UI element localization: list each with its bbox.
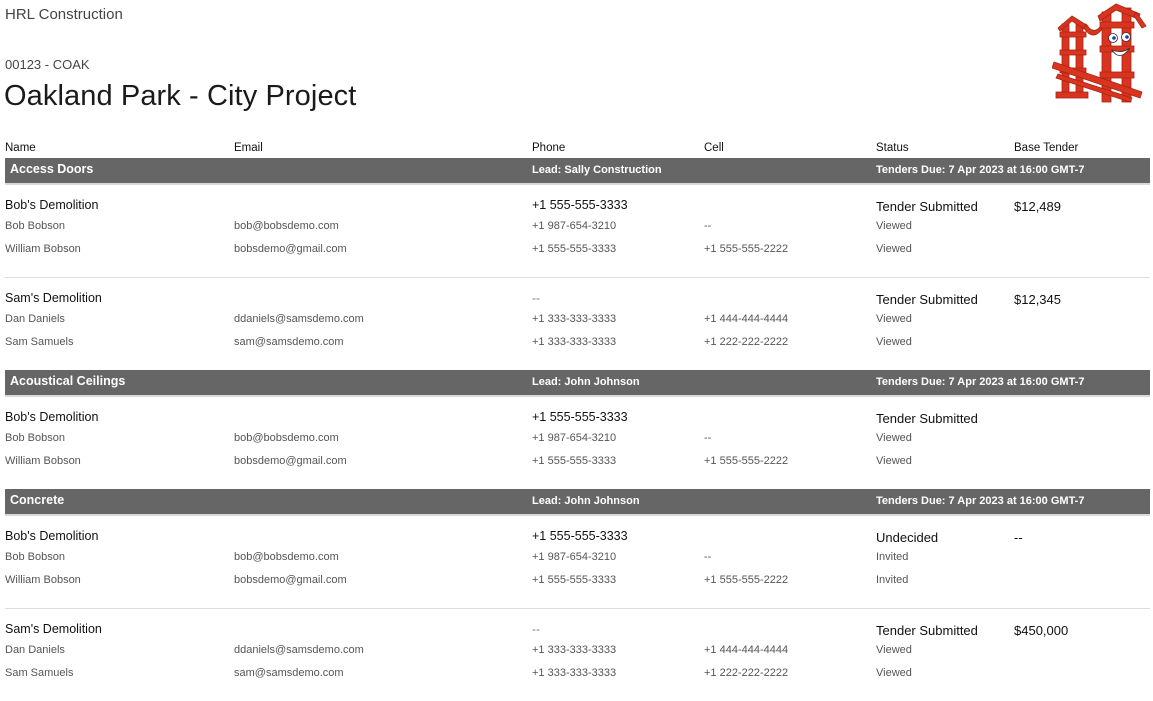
contact-status: Invited bbox=[876, 574, 909, 586]
contact-row[interactable] bbox=[5, 640, 1150, 663]
contact-cell: +1 222-222-2222 bbox=[704, 336, 789, 348]
contact-row[interactable] bbox=[5, 547, 1150, 570]
company-name: HRL Construction bbox=[5, 6, 123, 23]
contact-name: Bob Bobson bbox=[5, 220, 65, 232]
company-name-cell: Sam's Demolition bbox=[5, 622, 102, 636]
company-block bbox=[5, 617, 1150, 701]
company-block bbox=[5, 524, 1150, 609]
contact-phone: +1 333-333-3333 bbox=[532, 336, 617, 348]
contact-name: Dan Daniels bbox=[5, 644, 65, 656]
page-title: Oakland Park - City Project bbox=[4, 80, 357, 112]
company-block bbox=[5, 286, 1150, 370]
contact-email[interactable]: ddaniels@samsdemo.com bbox=[234, 313, 364, 325]
contact-row[interactable] bbox=[5, 239, 1150, 262]
contact-phone: +1 555-555-3333 bbox=[532, 455, 617, 467]
contact-name: William Bobson bbox=[5, 243, 81, 255]
contact-email[interactable]: ddaniels@samsdemo.com bbox=[234, 644, 364, 656]
section-due-date: Tenders Due: 7 Apr 2023 at 16:00 GMT-7 bbox=[876, 164, 1085, 176]
contact-status: Viewed bbox=[876, 667, 912, 679]
company-phone-cell: +1 555-555-3333 bbox=[532, 410, 628, 424]
contact-row[interactable] bbox=[5, 663, 1150, 686]
section-header-acoustical-ceilings bbox=[5, 370, 1150, 397]
contact-cell: +1 222-222-2222 bbox=[704, 667, 789, 679]
base-tender-cell: -- bbox=[1014, 530, 1023, 545]
contact-email[interactable]: bobsdemo@gmail.com bbox=[234, 574, 347, 586]
section-title: Access Doors bbox=[10, 162, 94, 176]
contact-cell: +1 444-444-4444 bbox=[704, 644, 789, 656]
section-due-date: Tenders Due: 7 Apr 2023 at 16:00 GMT-7 bbox=[876, 376, 1085, 388]
contact-cell: +1 555-555-2222 bbox=[704, 243, 789, 255]
contact-cell: +1 555-555-2222 bbox=[704, 455, 789, 467]
contact-phone: +1 333-333-3333 bbox=[532, 667, 617, 679]
base-tender-cell: $12,345 bbox=[1014, 292, 1061, 307]
contact-status: Viewed bbox=[876, 455, 912, 467]
contact-cell: -- bbox=[704, 432, 712, 444]
contact-name: Dan Daniels bbox=[5, 313, 65, 325]
section-lead: Lead: John Johnson bbox=[532, 495, 640, 507]
contact-name: William Bobson bbox=[5, 574, 81, 586]
company-row[interactable] bbox=[5, 405, 1150, 428]
base-tender-cell: $450,000 bbox=[1014, 623, 1069, 638]
company-name-cell: Bob's Demolition bbox=[5, 529, 99, 543]
contact-email[interactable]: bob@bobsdemo.com bbox=[234, 551, 339, 563]
contact-email[interactable]: sam@samsdemo.com bbox=[234, 667, 344, 679]
contact-phone: +1 333-333-3333 bbox=[532, 644, 617, 656]
column-header-status[interactable]: Status bbox=[876, 142, 909, 154]
company-status-cell: Tender Submitted bbox=[876, 199, 978, 214]
company-phone-cell: +1 555-555-3333 bbox=[532, 198, 628, 212]
contact-row[interactable] bbox=[5, 451, 1150, 474]
column-header-base-tender[interactable]: Base Tender bbox=[1014, 142, 1079, 154]
contact-name: Sam Samuels bbox=[5, 336, 74, 348]
contact-row[interactable] bbox=[5, 309, 1150, 332]
column-headers bbox=[5, 140, 1150, 158]
base-tender-cell: $12,489 bbox=[1014, 199, 1061, 214]
section-header-access-doors bbox=[5, 158, 1150, 185]
contact-cell: -- bbox=[704, 551, 712, 563]
bridge-mascot-logo-icon bbox=[1052, 2, 1148, 104]
contact-email[interactable]: bobsdemo@gmail.com bbox=[234, 243, 347, 255]
company-block bbox=[5, 405, 1150, 489]
contact-name: Sam Samuels bbox=[5, 667, 74, 679]
company-name-cell: Bob's Demolition bbox=[5, 198, 99, 212]
contact-status: Viewed bbox=[876, 644, 912, 656]
contact-row[interactable] bbox=[5, 216, 1150, 239]
contact-name: William Bobson bbox=[5, 455, 81, 467]
column-header-cell[interactable]: Cell bbox=[704, 142, 724, 154]
contact-status: Viewed bbox=[876, 313, 912, 325]
contact-name: Bob Bobson bbox=[5, 432, 65, 444]
contact-row[interactable] bbox=[5, 570, 1150, 593]
contact-phone: +1 987-654-3210 bbox=[532, 220, 617, 232]
project-code: 00123 - COAK bbox=[5, 57, 90, 72]
contact-status: Viewed bbox=[876, 220, 912, 232]
contact-cell: +1 555-555-2222 bbox=[704, 574, 789, 586]
company-phone-cell: +1 555-555-3333 bbox=[532, 529, 628, 543]
tender-table bbox=[5, 140, 1150, 701]
company-status-cell: Tender Submitted bbox=[876, 411, 978, 426]
contact-email[interactable]: sam@samsdemo.com bbox=[234, 336, 344, 348]
company-status-cell: Tender Submitted bbox=[876, 292, 978, 307]
contact-email[interactable]: bob@bobsdemo.com bbox=[234, 220, 339, 232]
contact-status: Viewed bbox=[876, 243, 912, 255]
column-header-phone[interactable]: Phone bbox=[532, 142, 566, 154]
contact-status: Viewed bbox=[876, 432, 912, 444]
contact-cell: -- bbox=[704, 220, 712, 232]
contact-email[interactable]: bob@bobsdemo.com bbox=[234, 432, 339, 444]
company-name-cell: Sam's Demolition bbox=[5, 291, 102, 305]
company-phone-cell: -- bbox=[532, 622, 540, 636]
company-row[interactable] bbox=[5, 524, 1150, 547]
contact-row[interactable] bbox=[5, 332, 1150, 355]
contact-phone: +1 987-654-3210 bbox=[532, 551, 617, 563]
section-lead: Lead: John Johnson bbox=[532, 376, 640, 388]
company-row[interactable] bbox=[5, 193, 1150, 216]
section-lead: Lead: Sally Construction bbox=[532, 164, 662, 176]
contact-phone: +1 555-555-3333 bbox=[532, 243, 617, 255]
contact-status: Viewed bbox=[876, 336, 912, 348]
section-due-date: Tenders Due: 7 Apr 2023 at 16:00 GMT-7 bbox=[876, 495, 1085, 507]
contact-phone: +1 333-333-3333 bbox=[532, 313, 617, 325]
company-row[interactable] bbox=[5, 286, 1150, 309]
contact-phone: +1 555-555-3333 bbox=[532, 574, 617, 586]
company-status-cell: Undecided bbox=[876, 530, 939, 545]
section-title: Concrete bbox=[10, 493, 65, 507]
contact-phone: +1 987-654-3210 bbox=[532, 432, 617, 444]
company-status-cell: Tender Submitted bbox=[876, 623, 978, 638]
contact-cell: +1 444-444-4444 bbox=[704, 313, 789, 325]
company-block bbox=[5, 193, 1150, 278]
company-phone-cell: -- bbox=[532, 291, 540, 305]
column-header-name[interactable]: Name bbox=[5, 142, 36, 154]
contact-row[interactable] bbox=[5, 428, 1150, 451]
company-row[interactable] bbox=[5, 617, 1150, 640]
company-name-cell: Bob's Demolition bbox=[5, 410, 99, 424]
column-header-email[interactable]: Email bbox=[234, 142, 263, 154]
contact-name: Bob Bobson bbox=[5, 551, 65, 563]
section-title: Acoustical Ceilings bbox=[10, 374, 126, 388]
contact-status: Invited bbox=[876, 551, 909, 563]
section-header-concrete bbox=[5, 489, 1150, 516]
contact-email[interactable]: bobsdemo@gmail.com bbox=[234, 455, 347, 467]
